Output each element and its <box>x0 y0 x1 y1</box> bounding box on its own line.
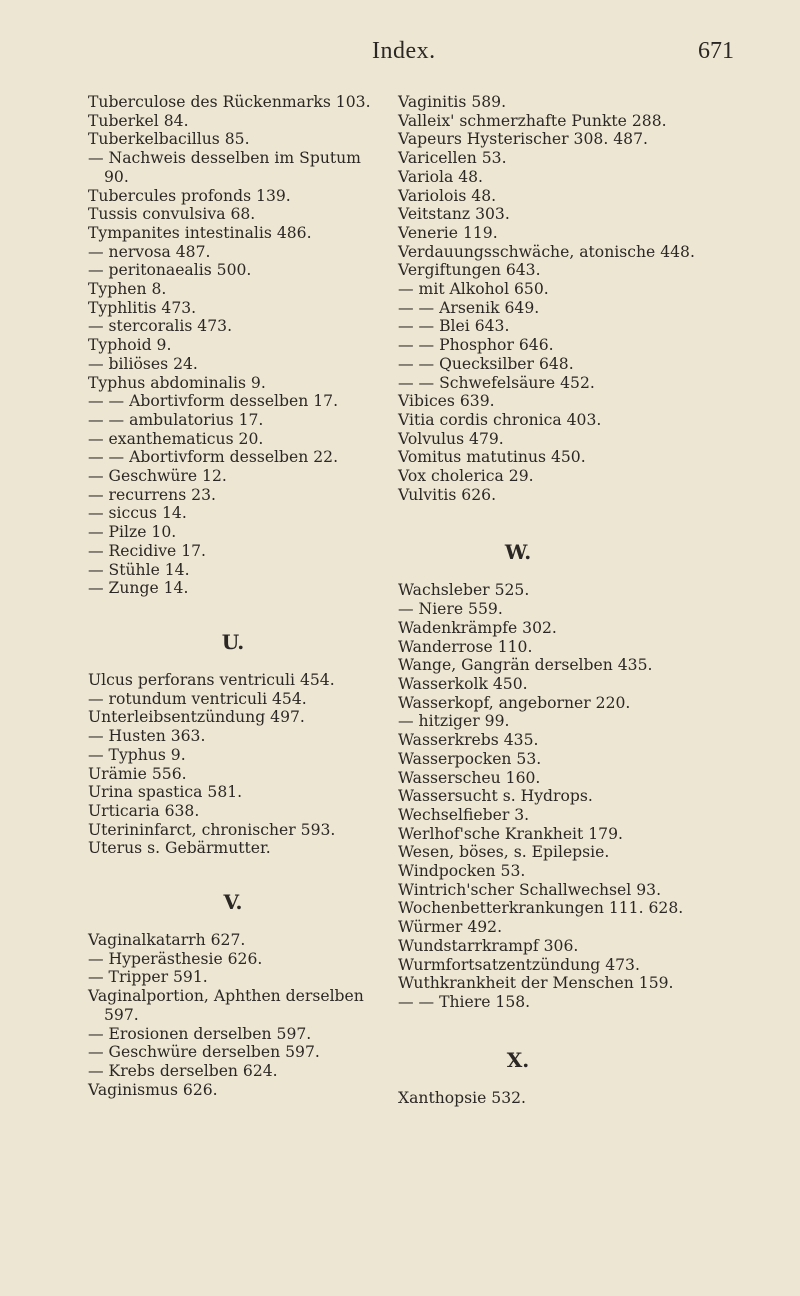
index-entry: Würmer 492. <box>398 918 503 937</box>
index-entry: Wurmfortsatzentzündung 473. <box>398 955 640 974</box>
index-entry: Wechselfieber 3. <box>398 805 530 824</box>
index-entry: Wasserkopf, angeborner 220. <box>398 693 631 712</box>
index-entry: — exanthematicus 20. <box>88 429 264 448</box>
index-entry: — hitziger 99. <box>398 712 510 731</box>
index-entry: Tympanites intestinalis 486. <box>88 223 312 242</box>
index-entry: Wasserpocken 53. <box>398 749 542 768</box>
page-number: 671 <box>698 38 734 64</box>
index-entry: Uterus s. Gebärmutter. <box>88 839 271 858</box>
index-entry: Unterleibsentzündung 497. <box>88 708 305 727</box>
index-entry: Tuberculose des Rückenmarks 103. <box>88 93 371 111</box>
index-entry: Valleix' schmerzhafte Punkte 288. <box>398 111 667 130</box>
index-entry: — stercoralis 473. <box>88 317 233 336</box>
section-heading-u: U. <box>221 629 245 654</box>
index-entry: Wasserscheu 160. <box>398 768 541 787</box>
index-entry: — Stühle 14. <box>88 560 190 579</box>
index-entry: Ulcus perforans ventriculi 454. <box>88 670 335 689</box>
index-entry: — — Phosphor 646. <box>398 336 554 355</box>
index-entry: — peritonaealis 500. <box>88 261 252 280</box>
index-entry: — Erosionen derselben 597. <box>88 1024 312 1043</box>
index-entry: — Geschwüre 12. <box>88 467 227 486</box>
index-entry: — Hyperästhesie 626. <box>88 949 263 968</box>
index-entry: — biliöses 24. <box>88 354 198 373</box>
index-entry: Vulvitis 626. <box>398 485 497 504</box>
index-entry: Tuberkel 84. <box>88 111 189 130</box>
index-entry: — — Arsenik 649. <box>398 298 540 317</box>
index-entry: — — ambulatorius 17. <box>88 410 264 429</box>
index-entry: Vaginitis 589. <box>398 93 507 111</box>
index-entry: Urticaria 638. <box>88 801 200 820</box>
index-entry: — Zunge 14. <box>88 579 189 598</box>
index-entry: Wochenbetterkrankungen 111. 628. <box>398 899 684 918</box>
index-entry: Wanderrose 110. <box>398 637 533 656</box>
section-heading-v: V. <box>223 890 243 915</box>
index-entry: Wintrich'scher Schallwechsel 93. <box>398 880 662 899</box>
index-entry: Vox cholerica 29. <box>398 467 534 486</box>
running-title: Index. <box>372 38 436 64</box>
index-entry: Werlhof'sche Krankheit 179. <box>398 824 623 843</box>
index-entry: Vibices 639. <box>398 392 495 411</box>
index-entry: Vaginalkatarrh 627. <box>88 931 246 950</box>
index-entry: — Pilze 10. <box>88 523 177 542</box>
section-heading-w: W. <box>504 540 532 565</box>
index-entry: Wachsleber 525. <box>398 581 530 600</box>
index-entry: Wasserkolk 450. <box>398 674 528 693</box>
index-entry: Wadenkrämpfe 302. <box>398 618 557 637</box>
index-entry: — Typhus 9. <box>88 745 186 764</box>
w-section <box>398 581 793 1011</box>
index-entry: — Nachweis desselben im Sputum <box>88 149 361 168</box>
index-entry: — siccus 14. <box>88 504 187 523</box>
page-header <box>0 38 800 78</box>
index-entry: Typhoid 9. <box>88 336 172 355</box>
index-entry: — — Abortivform desselben 17. <box>88 392 339 411</box>
index-entry: 90. <box>104 167 129 186</box>
index-entry: Xanthopsie 532. <box>398 1088 527 1107</box>
index-entry: Vaginalportion, Aphthen derselben <box>88 987 364 1006</box>
index-entry: Wuthkrankheit der Menschen 159. <box>398 974 674 993</box>
index-entry: — — Abortivform desselben 22. <box>88 448 339 467</box>
right-column <box>398 93 793 1107</box>
index-entry: Urämie 556. <box>88 764 187 783</box>
index-entry: Venerie 119. <box>398 223 498 242</box>
index-entry: Wundstarrkrampf 306. <box>398 936 579 955</box>
x-section <box>398 1089 793 1108</box>
index-entry: Veitstanz 303. <box>398 205 510 224</box>
index-entry: Vitia cordis chronica 403. <box>398 410 602 429</box>
index-entry: Vomitus matutinus 450. <box>398 448 586 467</box>
v-section-right <box>398 93 793 504</box>
index-entry: — — Thiere 158. <box>398 992 531 1011</box>
index-entry: Vapeurs Hysterischer 308. 487. <box>398 130 648 149</box>
index-entry: Wesen, böses, s. Epilepsie. <box>398 843 610 862</box>
index-entry: Varicellen 53. <box>398 149 507 168</box>
index-entry: — Niere 559. <box>398 600 503 619</box>
index-entry: — mit Alkohol 650. <box>398 280 549 299</box>
index-entry: Urina spastica 581. <box>88 783 243 802</box>
index-entry: Vaginismus 626. <box>88 1080 218 1099</box>
index-entry: Variola 48. <box>398 167 483 186</box>
index-entry: Vergiftungen 643. <box>398 261 541 280</box>
index-entry: Typhus abdominalis 9. <box>88 373 266 392</box>
index-entry: — Husten 363. <box>88 727 206 746</box>
index-entry: — — Quecksilber 648. <box>398 354 574 373</box>
section-heading-x: X. <box>506 1047 530 1072</box>
index-entry: Wasserkrebs 435. <box>398 731 539 750</box>
index-entry: — nervosa 487. <box>88 242 211 261</box>
index-entry: Tussis convulsiva 68. <box>88 205 256 224</box>
index-entry: — Recidive 17. <box>88 541 207 560</box>
index-entry: — Krebs derselben 624. <box>88 1061 278 1080</box>
index-entry: Variolois 48. <box>398 186 497 205</box>
index-entry: Verdauungsschwäche, atonische 448. <box>398 242 695 261</box>
index-entry: Typhlitis 473. <box>88 298 197 317</box>
index-entry: Wassersucht s. Hydrops. <box>398 787 593 806</box>
index-entry: — Tripper 591. <box>88 968 208 987</box>
index-entry: Windpocken 53. <box>398 862 526 881</box>
index-entry: Volvulus 479. <box>398 429 504 448</box>
index-entry: — — Blei 643. <box>398 317 510 336</box>
index-entry: — — Schwefelsäure 452. <box>398 373 595 392</box>
index-entry: — Geschwüre derselben 597. <box>88 1043 320 1062</box>
index-entry: Typhen 8. <box>88 280 167 299</box>
index-entry: Uterininfarct, chronischer 593. <box>88 820 336 839</box>
index-entry: 597. <box>104 1005 139 1024</box>
index-entry: — recurrens 23. <box>88 485 216 504</box>
index-entry: Tubercules profonds 139. <box>88 186 291 205</box>
index-entry: — rotundum ventriculi 454. <box>88 689 307 708</box>
index-entry: Tuberkelbacillus 85. <box>88 130 250 149</box>
index-entry: Wange, Gangrän derselben 435. <box>398 656 653 675</box>
